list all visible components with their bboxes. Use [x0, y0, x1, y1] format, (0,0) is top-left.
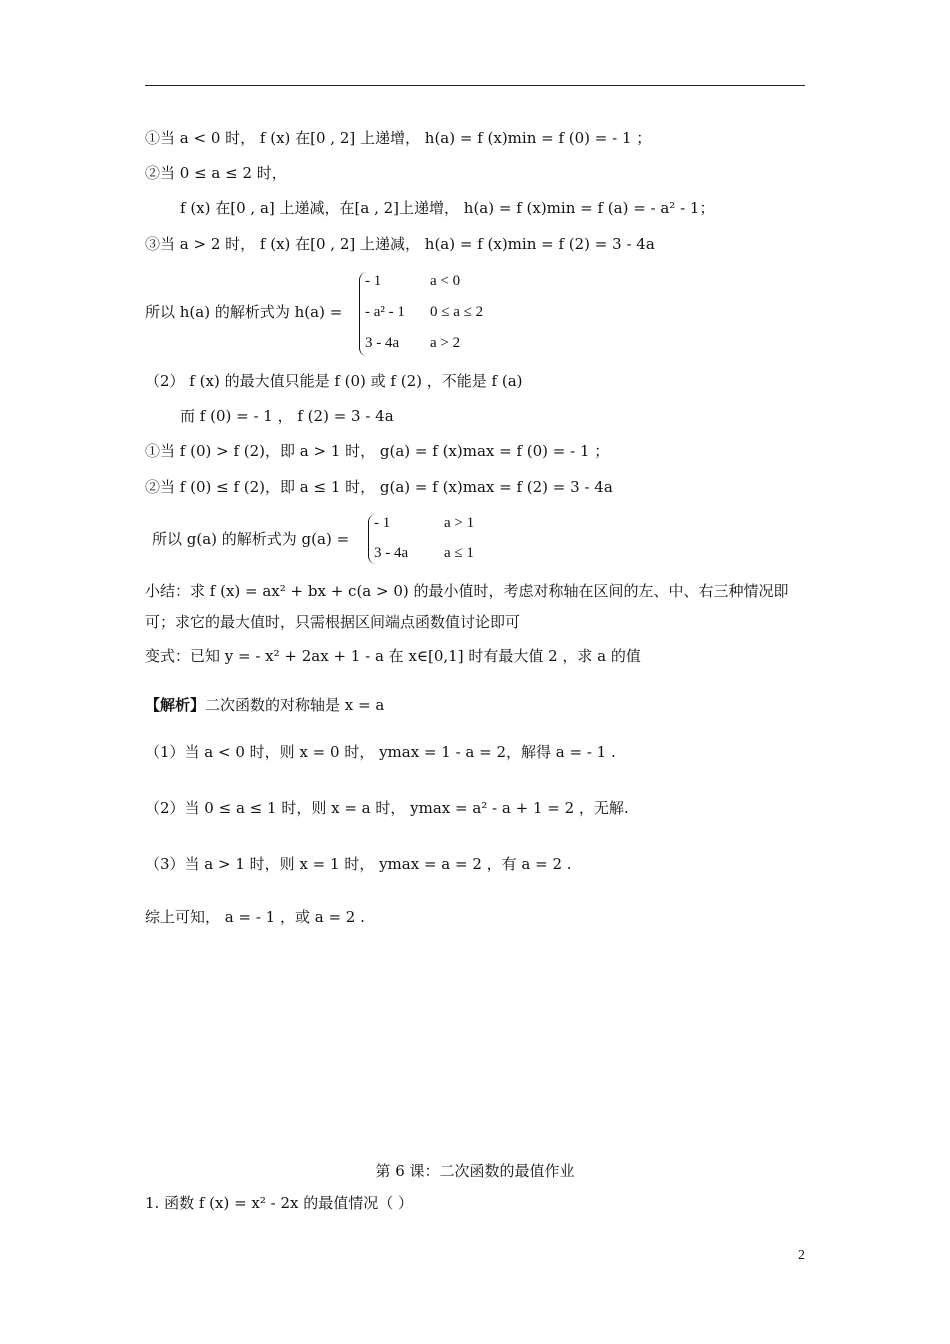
page-number: 2	[798, 1248, 805, 1263]
part2-case2: ②当 f (0) ≤ f (2)，即 a ≤ 1 时， g(a) = f (x)max = f (2) = 3 - 4a	[145, 478, 613, 496]
g-case-2-expr: 3 - 4a	[374, 545, 409, 561]
h-case-3-expr: 3 - 4a	[365, 335, 400, 351]
h-case-3-cond: a > 2	[430, 335, 461, 351]
part2-case1: ①当 f (0) > f (2)，即 a > 1 时， g(a) = f (x)max = f (0) = - 1 ；	[145, 442, 610, 460]
analysis-conclusion: 综上可知， a = - 1 ，或 a = 2 .	[145, 908, 365, 926]
analysis-head-text: 二次函数的对称轴是 x = a	[205, 696, 385, 714]
part1-case3: ③当 a > 2 时， f (x) 在[0 , 2] 上递减， h(a) = f (x)min = f (2) = 3 - 4a	[145, 235, 655, 253]
homework-question-1: 1. 函数 f (x) = x² - 2x 的最值情况（ ）	[145, 1194, 414, 1212]
analysis-case3: （3）当 a > 1 时，则 x = 1 时， ymax = a = 2 ，有 a = 2 .	[145, 855, 572, 873]
analysis-case2: （2）当 0 ≤ a ≤ 1 时，则 x = a 时， ymax = a² - a + 1 = 2 ，无解.	[145, 799, 629, 817]
summary-line1: 小结：求 f (x) = ax² + bx + c(a > 0) 的最小值时，考虑对称轴在区间的左、中、右三种情况即	[145, 582, 789, 600]
g-case-1-cond: a > 1	[444, 515, 475, 531]
g-case-2-cond: a ≤ 1	[444, 545, 474, 561]
summary-line2: 可；求它的最大值时，只需根据区间端点函数值讨论即可	[145, 613, 521, 631]
analysis-head	[145, 694, 384, 716]
g-case-1-expr: - 1	[374, 515, 391, 531]
h-label: 所以 h(a) 的解析式为 h(a) =	[145, 303, 343, 321]
analysis-case1: （1）当 a < 0 时，则 x = 0 时， ymax = 1 - a = 2，解得 a = - 1 .	[145, 743, 616, 761]
part1-case2-head: ②当 0 ≤ a ≤ 2 时，	[145, 164, 287, 182]
h-case-2-expr: - a² - 1	[365, 304, 405, 320]
part1-case1: ①当 a < 0 时， f (x) 在[0 , 2] 上递增， h(a) = f (x)min = f (0) = - 1 ；	[145, 129, 652, 147]
h-case-1-cond: a < 0	[430, 273, 461, 289]
analysis-tag: 【解析】	[145, 696, 206, 714]
part1-case2-body: f (x) 在[0 , a] 上递减，在[a , 2]上递增， h(a) = f (x)min = f (a) = - a² - 1；	[180, 199, 715, 217]
homework-title: 第 6 课：二次函数的最值作业	[375, 1162, 575, 1180]
h-case-2-cond: 0 ≤ a ≤ 2	[430, 304, 484, 320]
header-rule	[145, 85, 805, 86]
part2-values: 而 f (0) = - 1 ， f (2) = 3 - 4a	[180, 407, 394, 425]
g-label: 所以 g(a) 的解析式为 g(a) =	[152, 530, 350, 548]
part2-intro: （2） f (x) 的最大值只能是 f (0) 或 f (2) ，不能是 f (a)	[145, 372, 523, 390]
h-case-1-expr: - 1	[365, 273, 382, 289]
variant-question: 变式：已知 y = - x² + 2ax + 1 - a 在 x∈[0,1] 时有最大值 2 ，求 a 的值	[145, 647, 641, 665]
